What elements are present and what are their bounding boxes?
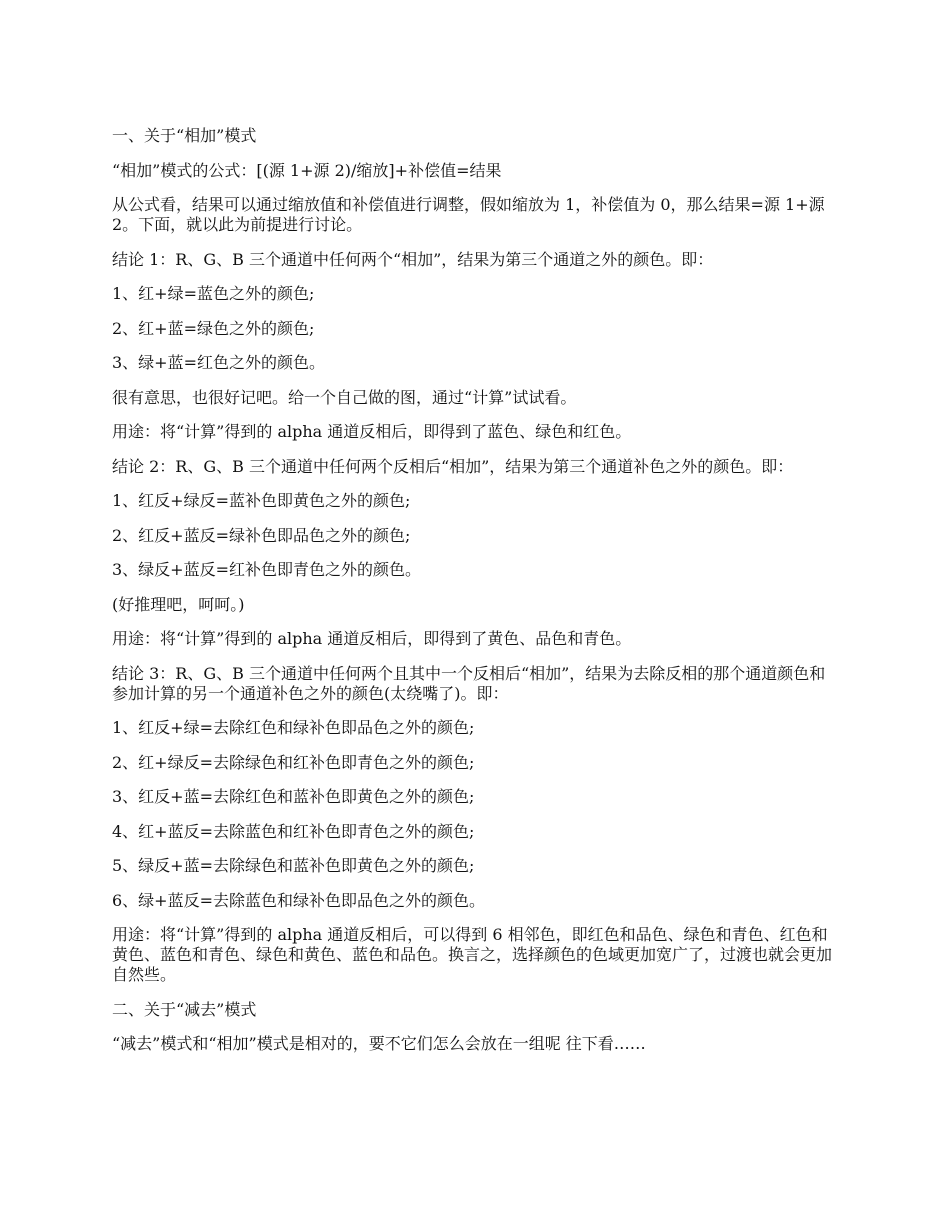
section-heading: 一、关于“相加”模式	[112, 126, 257, 145]
paragraph: 用途：将“计算”得到的 alpha 通道反相后，可以得到 6 相邻色，即红色和品色、绿色和青色、红色和黄色、蓝色和青色、绿色和黄色、蓝色和品色。换言之，选择颜色的色域更加宽广了，过渡也就会更加自然些。	[112, 925, 833, 984]
list-item: 4、红+蓝反=去除蓝色和红补色即青色之外的颜色;	[112, 821, 475, 841]
list-item: 5、绿反+蓝=去除绿色和蓝补色即黄色之外的颜色;	[112, 856, 475, 875]
list-item: 3、绿反+蓝反=红补色即青色之外的颜色。	[112, 560, 421, 579]
paragraph: 很有意思，也很好记吧。给一个自己做的图，通过“计算”试试看。	[112, 387, 577, 407]
list-item: 1、红反+绿=去除红色和绿补色即品色之外的颜色;	[112, 718, 475, 737]
list-item: 3、红反+蓝=去除红色和蓝补色即黄色之外的颜色;	[112, 787, 475, 806]
list-item: 1、红反+绿反=蓝补色即黄色之外的颜色;	[112, 491, 411, 510]
list-item: 6、绿+蓝反=去除蓝色和绿补色即品色之外的颜色。	[112, 890, 485, 910]
paragraph: 结论 2：R、G、B 三个通道中任何两个反相后“相加”，结果为第三个通道补色之外的颜色。即：	[112, 456, 794, 476]
paragraph: “相加”模式的公式：[(源 1+源 2)/缩放]+补偿值=结果	[112, 160, 502, 180]
document-body	[112, 126, 840, 1069]
list-item: 2、红+绿反=去除绿色和红补色即青色之外的颜色;	[112, 752, 475, 772]
list-item: 2、红+蓝=绿色之外的颜色;	[112, 318, 315, 338]
paragraph: 从公式看，结果可以通过缩放值和补偿值进行调整，假如缩放为 1，补偿值为 0，那么结果=源 1+源 2。下面，就以此为前提进行讨论。	[112, 195, 825, 234]
paragraph: 用途：将“计算”得到的 alpha 通道反相后，即得到了黄色、品色和青色。	[112, 629, 632, 648]
paragraph: 用途：将“计算”得到的 alpha 通道反相后，即得到了蓝色、绿色和红色。	[112, 422, 632, 441]
paragraph: (好推理吧，呵呵。)	[112, 594, 245, 614]
paragraph: 结论 1：R、G、B 三个通道中任何两个“相加”，结果为第三个通道之外的颜色。即：	[112, 249, 714, 269]
paragraph: 结论 3：R、G、B 三个通道中任何两个且其中一个反相后“相加”，结果为去除反相的那个通道颜色和参加计算的另一个通道补色之外的颜色(太绕嘴了)。即：	[112, 663, 826, 703]
list-item: 1、红+绿=蓝色之外的颜色;	[112, 284, 315, 303]
list-item: 3、绿+蓝=红色之外的颜色。	[112, 353, 325, 372]
section-heading: 二、关于“减去”模式	[112, 999, 257, 1019]
list-item: 2、红反+蓝反=绿补色即品色之外的颜色;	[112, 525, 411, 545]
paragraph: “减去”模式和“相加”模式是相对的，要不它们怎么会放在一组呢 往下看……	[112, 1034, 646, 1053]
